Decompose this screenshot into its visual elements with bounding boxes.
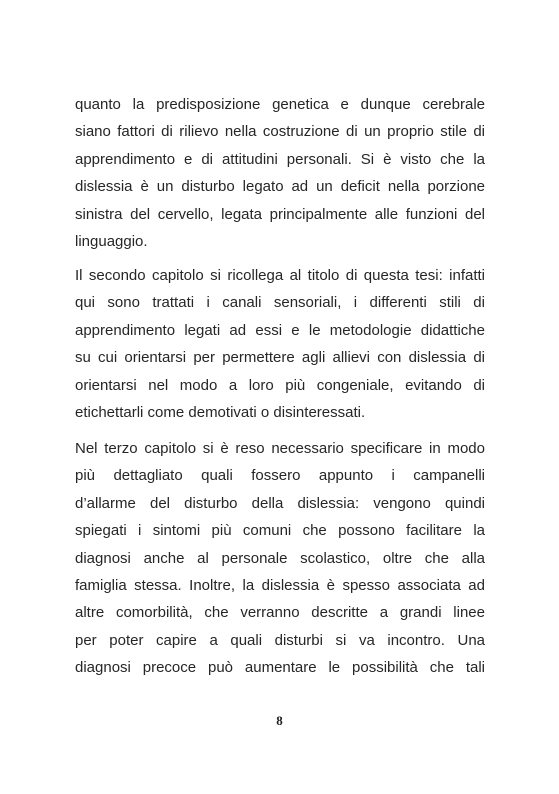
paragraph-line: d’allarme del disturbo della dislessia: vengono quindi <box>75 494 485 512</box>
paragraph-line: apprendimento e di attitudini personali. Si è visto che la <box>75 150 485 168</box>
paragraph-line: sinistra del cervello, legata principalmente alle funzioni del <box>75 205 485 223</box>
paragraph-line: qui sono trattati i canali sensoriali, i differenti stili di <box>75 294 485 312</box>
paragraph-line: diagnosi anche al personale scolastico, oltre che alla <box>75 549 485 567</box>
paragraph-line: linguaggio. <box>75 232 148 250</box>
paragraph-3 <box>75 435 485 682</box>
paragraph-line: siano fattori di rilievo nella costruzione di un proprio stile di <box>75 123 485 141</box>
paragraph-line: dislessia è un disturbo legato ad un deficit nella porzione <box>75 178 485 196</box>
paragraph-line: apprendimento legati ad essi e le metodologie didattiche <box>75 321 485 339</box>
paragraph-line: orientarsi nel modo a loro più congeniale, evitando di <box>75 376 485 394</box>
paragraph-line: per poter capire a quali disturbi si va incontro. Una <box>75 631 485 649</box>
paragraph-line: etichettarli come demotivati o disinteressati. <box>75 403 366 421</box>
paragraph-line: più dettagliato quali fossero appunto i campanelli <box>75 467 485 485</box>
paragraph-line: diagnosi precoce può aumentare le possibilità che tali <box>75 659 485 677</box>
paragraph-line: famiglia stessa. Inoltre, la dislessia è spesso associata ad <box>75 576 485 594</box>
paragraph-line: su cui orientarsi per permettere agli allievi con dislessia di <box>75 349 485 367</box>
paragraph-line: Il secondo capitolo si ricollega al titolo di questa tesi: infatti <box>75 267 485 284</box>
paragraph-line: Nel terzo capitolo si è reso necessario specificare in modo <box>75 440 485 457</box>
paragraph-line: spiegati i sintomi più comuni che possono facilitare la <box>75 522 485 540</box>
paragraph-2 <box>75 262 485 426</box>
paragraph-line: quanto la predisposizione genetica e dunque cerebrale <box>75 96 485 113</box>
paragraph-line: altre comorbilità, che verranno descritte a grandi linee <box>75 604 485 622</box>
page-number: 8 <box>276 713 283 728</box>
paragraph-1 <box>75 91 485 255</box>
